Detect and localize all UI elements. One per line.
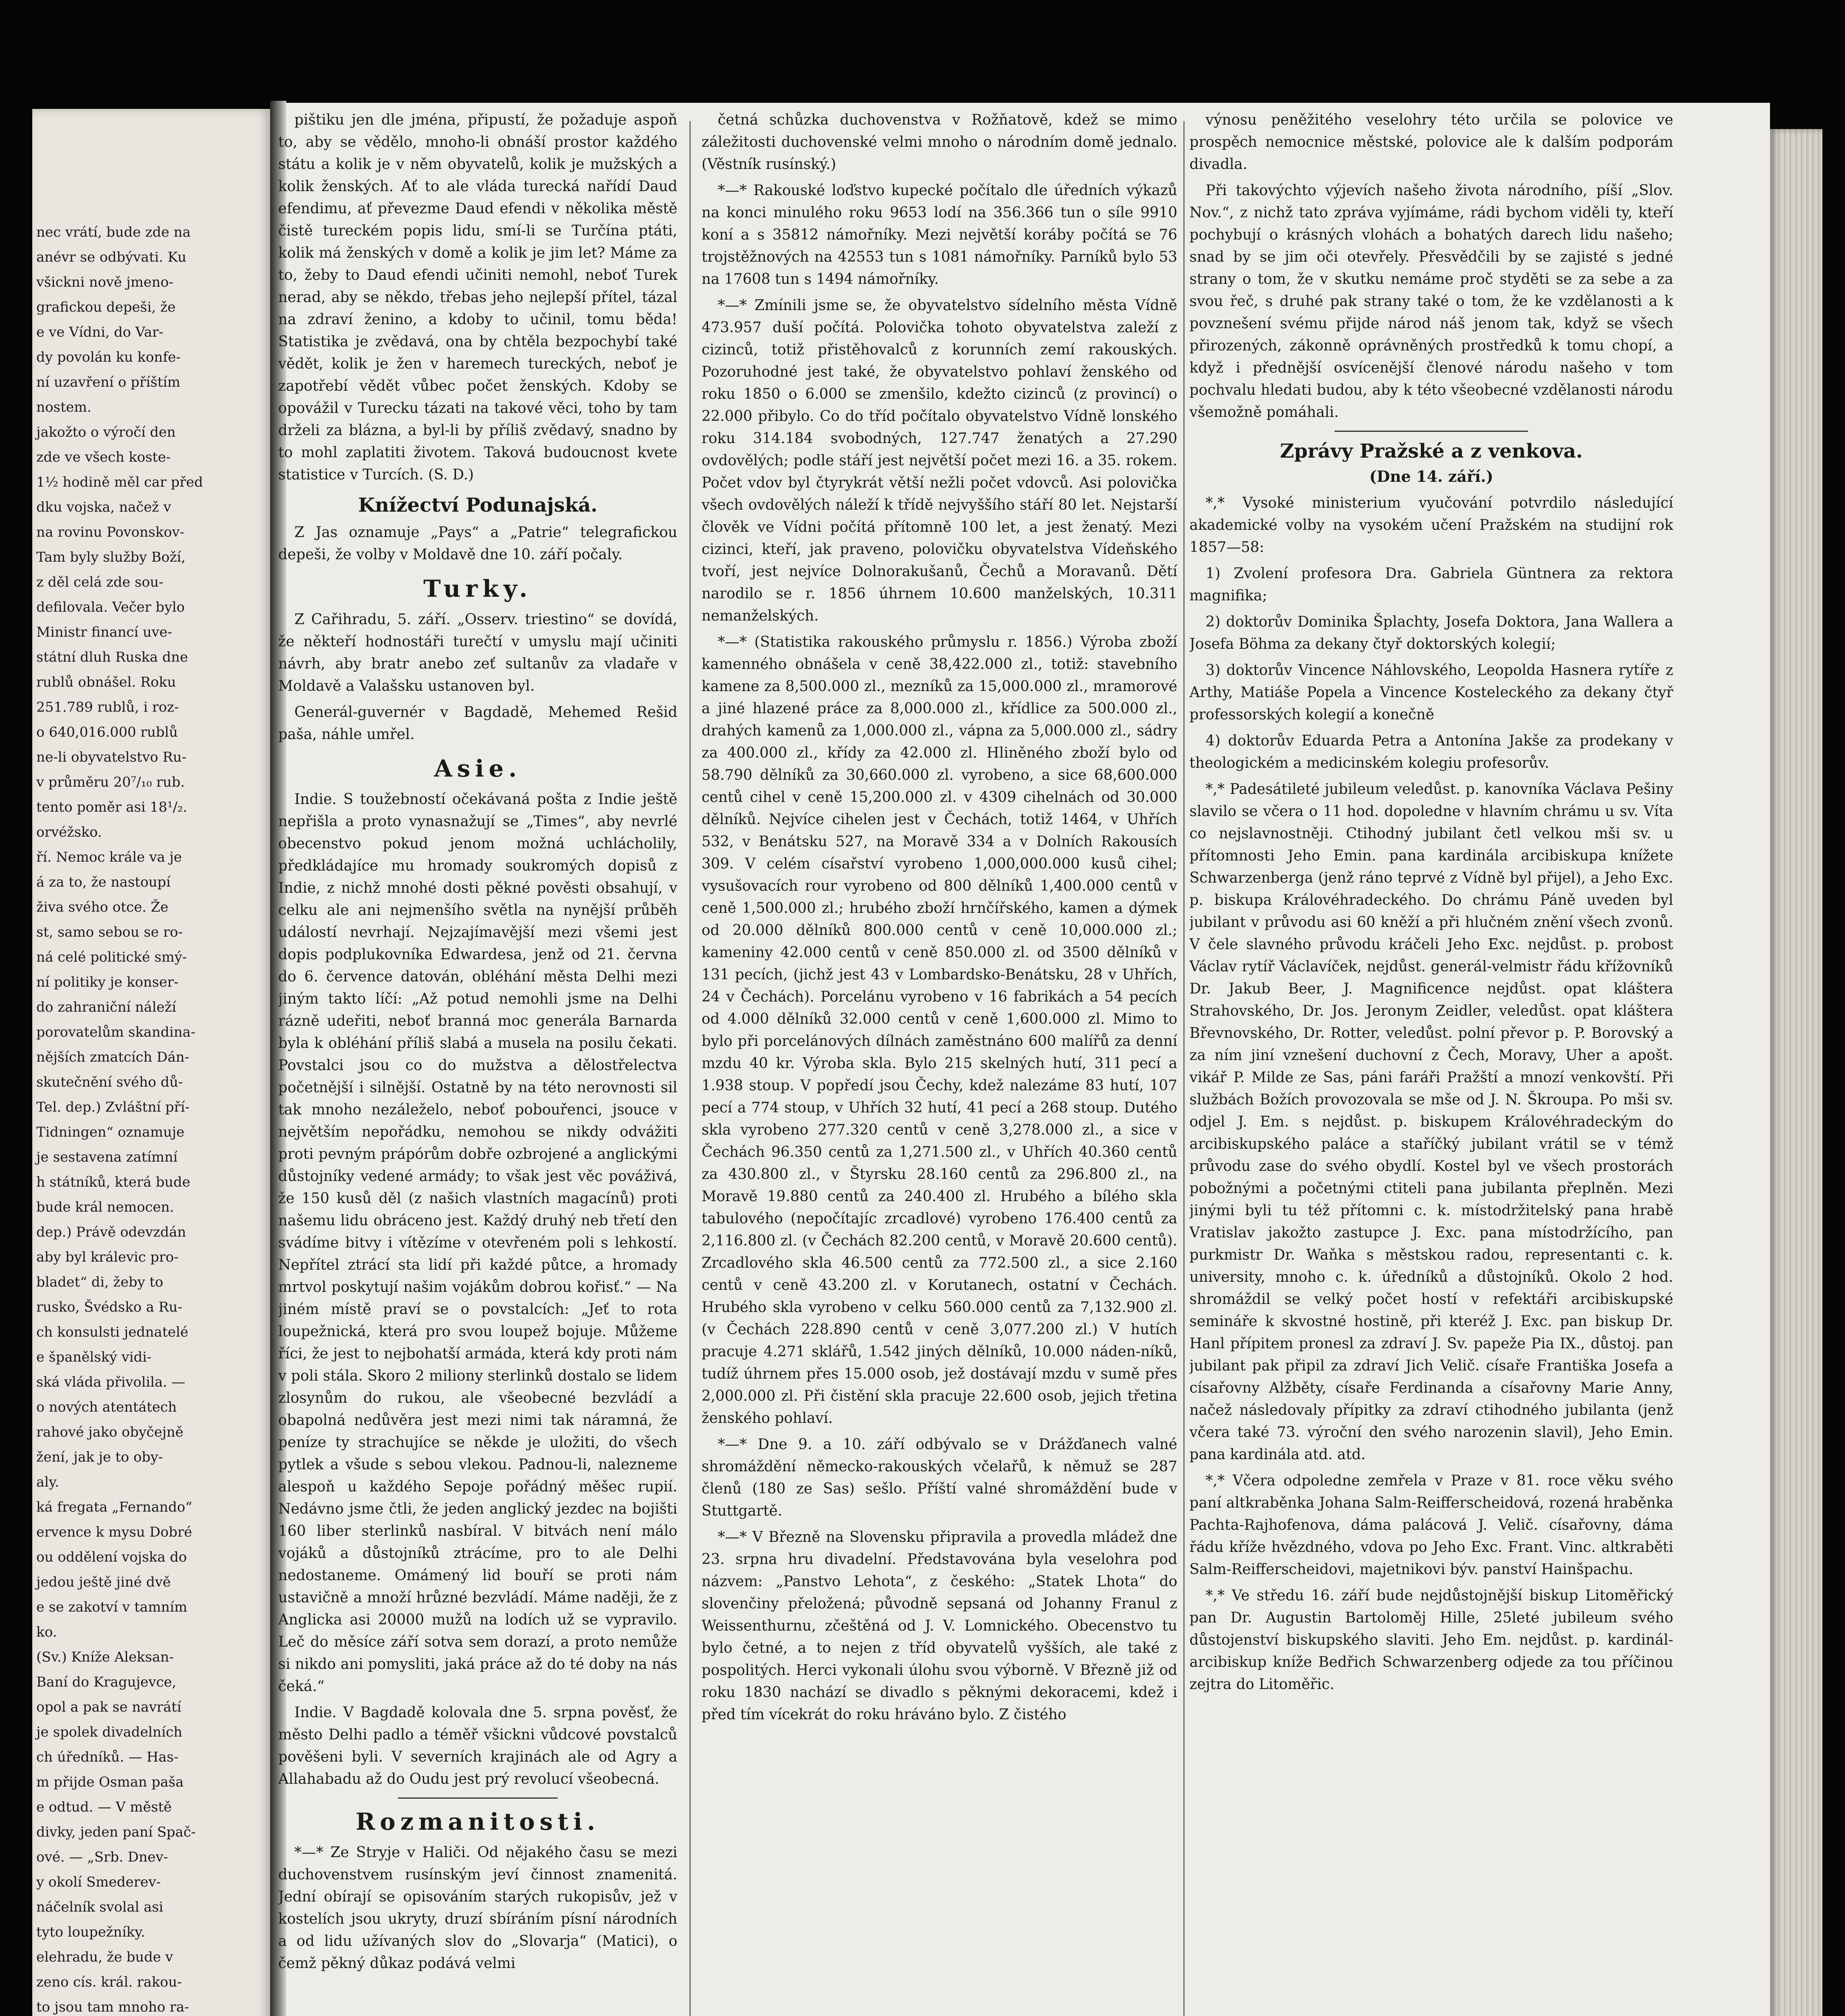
text-fragment: skutečnění svého dů- <box>36 1074 183 1090</box>
paragraph: 1) Zvolení profesora Dra. Gabriela Güntnera za rektora magnifika; <box>1189 565 1673 604</box>
text-fragment: to jsou tam mnoho ra- <box>36 1999 189 2015</box>
paragraph: *—* V Březně na Slovensku připravila a provedla mládež dne 23. srpna hru divadelní. Představována byla veselohra pod názvem: „Panstvo Lehota“, z českého: „Statek Lhota“ do slovenčiny přeložená; původně sepsaná od Johanny Franul z Weissenthurnu, zčeštěná od J. V. Lomnického. Obecenstvo tu bylo četné, a to nejen z tříd obyvatelů vyšších, ale také z pospolitých. Herci vykonali úlohu svou výborně. V Březně již od roku 1830 nachází se divadlo s pěknými dekoracemi, kdež i před tím vícekrát do roku hráváno bylo. Z čistého <box>702 1529 1177 1723</box>
section-heading: Zprávy Pražské a z venkova. <box>1280 440 1583 462</box>
paragraph: 2) doktorův Dominika Šplachty, Josefa Doktora, Jana Wallera a Josefa Böhma za dekany čtyř doktorských kolegií; <box>1189 614 1673 652</box>
text-fragment: Tam byly služby Boží, <box>36 549 186 565</box>
text-fragment: ové. — „Srb. Dnev- <box>36 1849 168 1865</box>
text-fragment: h státníků, která bude <box>36 1174 190 1190</box>
text-fragment: ří. Nemoc krále va je <box>36 849 182 865</box>
text-fragment: Baní do Kragujevce, <box>36 1674 177 1690</box>
paragraph: Z Cařihradu, 5. září. „Osserv. triestino“ se dovídá, že někteří hodnostáři turečtí v umyslu mají učiniti návrh, aby bratr anebo zeť sultanův za vladaře v Moldavě a Valašsku ustanoven byl. <box>278 611 677 694</box>
paragraph: *,* Padesátileté jubileum veledůst. p. kanovníka Václava Pešiny slavilo se včera o 11 hod. dopoledne v hlavním chrámu u sv. Víta co nejslavnostněji. Ctihodný jubilant četl velkou mši sv. u přítomnosti Jeho Emin. pana kardinála arcibiskupa knížete Schwarzenberga (jenž ráno teprvé z Vídně byl přijel), a Jeho Exc. p. biskupa Královéhradeckého. Do chrámu Páně uveden byl jubilant v průvodu asi 60 kněží a při hlučném znění všech zvonů. V čele slavného průvodu kráčeli Jeho Exc. nejdůst. p. probost Václav rytíř Václavíček, nejdůst. generál-velmistr řádu křížovníků Dr. Jakub Beer, J. Magnificence nejdůst. opat kláštera Strahovského, Dr. Jos. Jeronym Zeidler, veledůst. opat kláštera Břevnovského, Dr. Rotter, veledůst. polní převor p. P. Borovský a za ním jiní vznešení duchovní z Čech, Moravy, Uher a apošt. vikář P. Milde ze Sas, páni faráři Pražští a mnozí venkovští. Při službách Božích provozovala se mše od J. N. Škroupa. Po mši sv. odjel J. Em. s nejdůst. p. biskupem Královéhradeckým do arcibiskupského paláce a staříčký jubilant vrátil se v témž průvodu zase do svého obydlí. Kostel byl ve všech prostorách pobožnými a početnými ctiteli pana jubilanta přeplněn. Mezi jinými byli tu též přítomni c. k. místodržitelský pana hrabě Vratislav jakožto zastupce J. Exc. pana místodržícího, pan purkmistr Dr. Waňka s městskou radou, representanti c. k. university, mnoho c. k. úředníků a důstojníků. Okolo 2 hod. shromáždil se velký počet hostí v refektáři arcibiskupské semináře k skvostné hostině, při kteréž J. Exc. pan biskup Dr. Hanl přípitem pronesl za zdraví J. Sv. papeže Pia IX., důstoj. pan jubilant pak připil za zdraví Jich Velič. císaře Františka Josefa a císařovny Alžběty, císaře Ferdinanda a císařovny Marie Anny, načež následovaly přípitky za zdraví ctihodného jubilanta (jenž včera také 73. výroční den svého narozenin slavil), Jeho Emin. pana kardinála atd. atd. <box>1189 781 1673 1463</box>
paragraph: 4) doktorův Eduarda Petra a Antonína Jakše za prodekany v theologickém a medicinském kolegiu profesorův. <box>1189 733 1673 771</box>
text-fragment: o 640,016.000 rublů <box>36 724 178 740</box>
text-fragment: zde ve všech koste- <box>36 449 171 465</box>
text-fragment: y okolí Smederev- <box>36 1874 161 1890</box>
text-fragment: m přijde Osman paša <box>36 1774 184 1790</box>
text-fragment: 1½ hodině měl car před <box>36 474 203 490</box>
text-fragment: rusko, Švédsko a Ru- <box>36 1299 183 1315</box>
text-fragment: Tel. dep.) Zvláštní pří- <box>36 1099 190 1115</box>
text-fragment: ní politiky je konser- <box>36 974 179 990</box>
text-fragment: 251.789 rublů, i roz- <box>36 699 179 715</box>
text-fragment: ou oddělení vojska do <box>36 1549 187 1565</box>
paragraph: Indie. V Bagdadě kolovala dne 5. srpna pověsť, že město Delhi padlo a téměř všickni vůdcové povstalců pověšeni byli. V severních krajinách ale od Agry a Allahabadu až do Oudu jest prý revolucí všeobecná. <box>278 1704 677 1787</box>
text-fragment: všickni nově jmeno- <box>36 274 174 290</box>
text-fragment: ko. <box>36 1624 57 1640</box>
column-2 <box>702 109 1177 2016</box>
paragraph: Indie. S toužebností očekávaná pošta z Indie ještě nepřišla a proto vynasnažují se „Times“, aby nevrlé obecenstvo pokud jenom možná uchlácholily, předkládajíce mu hromady soukromých dopisů z Indie, z nichž mnohé dosti pěkné pověsti obsahují, v celku ale ani nejmenšího světla na nynější průběh událostí nevrhají. Nejzajímavější mezi všemi jest dopis podplukovníka Edwardesa, jenž od 21. června do 6. července datován, obléhání města Delhi mezi jiným takto líčí: „Až potud nemohli jsme na Delhi rázně udeřiti, neboť branná moc generála Barnarda byla k obléhání příliš slabá a musela na posilu čekati. Povstalci jsou co do mužstva a dělostřelectva početnější i silnější. Ostatně by na této nerovnosti sil tak mnoho nezáleželo, neboť pobouřenci, jsouce v největším nepořádku, nemohou se nikdy odvážiti proti pevným prápórům dobře ozbrojené a anglickými důstojníky vedené armády; to však jest věc pováživá, že 150 kusů děl (z našich vlastních magacínů) proti našemu lidu obráceno jest. Každý druhý neb třetí den svádíme bitvy i vítězíme v otevřeném poli s lehkostí. Nepřítel ztrácí sta lidí při každé půtce, a hromady mrtvol poskytují našim vojákům dobrou kořisť.“ — Na jiném místě praví se o povstalcích: „Jeť to rota loupežnická, která pro svou loupež bojuje. Můžeme říci, že jest to nejbohatší armáda, která kdy proti nám v poli stála. Skoro 2 miliony sterlinků dostalo se lidem zlosynům do rukou, ale všeobecné bezvládí a obapolná nedůvěra jest mezi nimi tak náramná, že peníze ty strachujíce se někde je uložiti, do všech pytlek a všude s sebou vlekou. Padnou-li, nalezneme alespoň u každého Sepoje pořádný měšec rupií. Nedávno jsme čtli, že jeden anglický jezdec na bojišti 160 liber sterlinků nasbíral. V bitvách není málo vojáků a důstojníků ztrácíme, pro to ale Delhi nedostaneme. Omámený lid bouří se proti nám ustavičně a množí hrůzné bezvládí. Máme naději, že z Anglicka asi 20000 mužů na lodích už se vypravilo. Leč do měsíce září sotva sem dorazí, a proto nemůže si nikdo ani pomysliti, jaká práce až do té doby na nás čeká.“ <box>278 791 677 1695</box>
text-fragment: na rovinu Povonskov- <box>36 524 185 540</box>
text-fragment: z děl celá zde sou- <box>36 574 164 590</box>
paragraph: *,* Včera odpoledne zemřela v Praze v 81. roce věku svého paní altkraběnka Johana Salm-Reifferscheidová, rozená hraběnka Pachta-Rajhofenova, dáma palácová J. Velič. císařovny, dáma řádu kříže hvězdného, vdova po Jeho Exc. Frant. Vinc. altkraběti Salm-Reifferscheidovi, majetnikovi býv. panství Hainšpachu. <box>1189 1472 1673 1578</box>
text-fragment: ch konsulsti jednatelé <box>36 1324 189 1340</box>
paragraph: Při takovýchto výjevích našeho života národního, píší „Slov. Nov.“, z nichž tato zpráva vyjímáme, rádi bychom viděli ty, kteří pochybují o krásných vlohách a bohatých darech lidu našeho; snad by se jim oči otevřely. Přesvědčili by se zajisté s jedné strany o tom, že v skutku nemáme proč styděti se za sebe a za svou řeč, s druhé pak strany také o tom, že ke vzdělanosti a k povznešení svému přijde národ náš jenom tak, když se všech přirozených, zákonně oprávněných prostředků k tomu chopí, a když i přednější osvícenější členové národu našeho v tom pochvalu hledati budou, aby k této všeobecné vzdělanosti národu všemožně pomáhali. <box>1189 182 1673 421</box>
text-fragment: e se zakotví v tamním <box>36 1599 187 1615</box>
divider <box>398 1797 558 1799</box>
left-page-text <box>36 222 262 2016</box>
text-fragment: á za to, že nastoupí <box>36 874 171 890</box>
left-page <box>32 109 270 2016</box>
paragraph: *,* Ve středu 16. září bude nejdůstojnější biskup Litoměřický pan Dr. Augustin Bartoloměj Hille, 25leté jubileum svého důstojenství biskupského slaviti. Jeho Em. nejdůst. p. kardinál-arcibiskup kníže Bedřich Schwarzenberg odjede za tou příčinou zejtra do Litoměřic. <box>1189 1587 1673 1693</box>
text-fragment: dku vojska, načež v <box>36 499 171 515</box>
text-fragment: (Sv.) Kníže Aleksan- <box>36 1649 174 1665</box>
text-fragment: nostem. <box>36 399 92 415</box>
text-fragment: rahové jako obyčejně <box>36 1424 183 1440</box>
paragraph: četná schůzka duchovenstva v Rožňatově, kdež se mimo záležitosti duchovenské velmi mnoho o národním domě jednalo. (Věstník rusínský.) <box>702 112 1177 173</box>
text-fragment: e odtud. — V městě <box>36 1799 172 1815</box>
text-fragment: náčelník svolal asi <box>36 1899 163 1915</box>
column-rule <box>1183 121 1185 2016</box>
text-fragment: jakožto o výročí den <box>36 424 176 440</box>
text-fragment: ná celé politické smý- <box>36 949 187 965</box>
divider <box>1335 431 1528 432</box>
text-fragment: žení, jak je to oby- <box>36 1449 163 1465</box>
text-fragment: bladet“ di, žeby to <box>36 1274 163 1290</box>
paragraph: pištiku jen dle jména, připustí, že požaduje aspoň to, aby se vědělo, mnoho-li obnáší prostor každého státu a kolik je v něm obyvatelů, kolik je mužských a kolik ženských. Ať to ale vláda turecká nařídí Daud efendimu, ať převezme Daud efendi v několika městě čistě tureckém popis lidu, smí-li se Turčína ptáti, kolik má ženských v domě a kolik je jim let? Máme za to, žeby to Daud efendi učiniti nemohl, neboť Turek nerad, aby se někdo, třebas jeho nejlepší přítel, tázal na zdraví ženino, a kdoby to učinil, tomu běda! Statistika je zvědavá, ona by chtěla bezpochybí také vědět, kolik je žen v haremech tureckých, neboť je zapotřebí vědět vůbec počet ženských. Kdoby se opovážil v Turecku tázati na takové věci, toho by tam drželi za blázna, a byl-li by příliš zvědavý, snadno by to mohl zaplatiti životem. Taková budoucnost kvete statistice v Turcích. (S. D.) <box>278 112 677 483</box>
section-heading: Rozmanitosti. <box>355 1808 600 1835</box>
paragraph: 3) doktorův Vincence Náhlovského, Leopolda Hasnera rytíře z Arthy, Matiáše Popela a Vincence Kosteleckého za dekany čtyř professorských kolegií a konečně <box>1189 662 1673 723</box>
column-rule <box>689 121 691 2016</box>
paragraph: Z Jas oznamuje „Pays“ a „Patrie“ telegrafickou depeši, že volby v Moldavě dne 10. září počaly. <box>278 524 677 563</box>
section-heading: Knížectví Podunajská. <box>358 494 598 516</box>
text-fragment: tento poměr asi 18¹/₂. <box>36 799 187 815</box>
text-fragment: rublů obnášel. Roku <box>36 674 176 690</box>
text-fragment: nějších zmatcích Dán- <box>36 1049 189 1065</box>
text-fragment: e ve Vídni, do Var- <box>36 324 164 340</box>
text-fragment: grafickou depeši, že <box>36 299 176 315</box>
text-fragment: orvéžsko. <box>36 824 102 840</box>
text-fragment: nec vrátí, bude zde na <box>36 224 191 240</box>
column-1 <box>278 109 677 2016</box>
text-fragment: opol a pak se navrátí <box>36 1699 181 1715</box>
text-fragment: státní dluh Ruska dne <box>36 649 188 665</box>
text-fragment: bude král nemocen. <box>36 1199 174 1215</box>
text-fragment: Tidningen“ oznamuje <box>36 1124 185 1140</box>
text-fragment: ch úředníků. — Has- <box>36 1749 179 1765</box>
text-fragment: tyto loupežníky. <box>36 1924 145 1940</box>
paragraph: výnosu peněžitého veselohry této určila se polovice ve prospěch nemocnice městské, polovice ale k dalším podporám divadla. <box>1189 112 1673 173</box>
text-fragment: je sestavena zatímní <box>36 1149 178 1165</box>
section-heading: Asie. <box>434 755 522 782</box>
text-fragment: do zahraniční náleží <box>36 999 176 1015</box>
paragraph: *—* Zmínili jsme se, že obyvatelstvo sídelního města Vídně 473.957 duší počítá. Polovička tohoto obyvatelstva zaleží z cizinců, totiž přistěhovalců z korunních zemí rakouských. Pozoruhodné jest také, že obyvatelstvo pohlaví ženského od roku 1850 o 6.000 se zmenšilo, kdežto cizinců (z provincí) o 22.000 přibylo. Co do tříd počítalo obyvatelstvo Vídně lonského roku 314.184 svobodných, 127.747 ženatých a 27.290 ovdovělých; podle stáří jest největší počet mezi 16. a 35. rokem. Počet vdov byl čtyrykrát větší nežli počet vdovců. Asi polovička všech ovdovělých náleží k třídě nejvyššího stáří 80 let. Nejstarší člověk ve Vídni počítá přítomně 100 let, a jest ženatý. Mezi cizinci, kteří, jak praveno, polovičku obyvatelstva Vídeňského tvoří, jest nejvíce Dolnorakušanů, Čechů a Moravanů. Dětí narodilo se r. 1856 úhrnem 10.600 manželských, 10.311 nemanželských. <box>702 297 1177 624</box>
paragraph: *—* Rakouské loďstvo kupecké počítalo dle úředních výkazů na konci minulého roku 9653 lodí na 356.366 tun o síle 9910 koní a s 35812 námořníky. Mezi největší koráby počítá se 76 trojstěžnových na 42553 tun s 1081 námořníky. Parníků bylo 53 na 17608 tun s 1494 námořníky. <box>702 182 1177 287</box>
date-line: (Dne 14. září.) <box>1369 467 1493 485</box>
text-fragment: je spolek divadelních <box>36 1724 183 1740</box>
text-fragment: o nových atentátech <box>36 1399 177 1415</box>
paragraph: *—* Dne 9. a 10. září odbývalo se v Drážďanech valné shromáždění německo-rakouských včelařů, k němuž se 287 členů (180 ze Sas) sešlo. Příští valné shromáždění bude v Stuttgartě. <box>702 1436 1177 1519</box>
paragraph: *—* (Statistika rakouského průmyslu r. 1856.) Výroba zboží kamenného obnášela v ceně 38,422.000 zl., totiž: stavebního kamene za 8,500.000 zl., mezníků za 15,000.000 zl., mramorové a jiné hlazené práce za 8,000.000 zl., křídlice za 500.000 zl., drahých kamenů za 1,000.000 zl., vápna za 5,000.000 zl., sádry za 400.000 zl., křídy za 42.000 zl. Hliněného zboží bylo od 58.790 dělníků za 30,660.000 zl. vyrobeno, a sice 68,600.000 centů cihel v ceně 15,200.000 zl. v 4309 cihelnách od 30.000 dělníků. Nejvíce cihelen jest v Čechách, totiž 1464, v Uhřích 532, v Benátsku 527, na Moravě 334 a v Dolních Rakousích 309. V celém císařství vyrobeno 1,000,000.000 kusů cihel; vysušovacích rour vyrobeno od 800 dělníků 1,400.000 centů v ceně 1,500.000 zl.; hrubého zboží hrnčířského, kamen a dýmek od 20.000 dělníků 800.000 centů v ceně 10,000.000 zl.; kameniny 42.000 centů v ceně 850.000 zl. od 3500 dělníků v 131 pecích, (jichž jest 43 v Lombardsko-Benátsku, 28 v Uhřích, 24 v Čechách). Porcelánu vyrobeno v 16 fabrikách a 54 pecích od 4.000 dělníků 32.000 centů v ceně 1,600.000 zl. Mimo to bylo při porcelánových dílnách zaměstnáno 600 malířů za denní mzdu 40 kr. Výroba skla. Bylo 215 skelných hutí, 311 pecí a 1.938 stoup. V popředí jsou Čechy, kdež nalezáme 83 hutí, 107 pecí a 774 stoup, v Uhřích 32 hutí, 41 pecí a 268 stoup. Dutého skla vyrobeno 277.320 centů v ceně 3,278.000 zl., a sice v Čechách 96.350 centů za 1,271.500 zl., v Uhřích 40.360 centů za 430.800 zl., v Štyrsku 28.160 centů za 296.800 zl., na Moravě 19.880 centů za 240.400 zl. Hrubého a bílého skla tabulového (nepočítajíc zrcadlové) vyrobeno 176.400 centů za 2,116.800 zl. (v Čechách 82.200 centů, v Moravě 20.600 centů). Zrcadlového skla 46.500 centů za 772.500 zl., a sice 2.160 centů v ceně 43.200 zl. v Korutanech, ostatní v Čechách. Hrubého skla vyrobeno v celku 560.000 centů za 7,132.900 zl. (v Čechách 228.890 centů v ceně 3,077.200 zl.) V hutích pracuje 4.271 sklářů, 1.542 jiných dělníků, 10.000 náden-níků, tudíž úhrnem přes 15.000 osob, jež dostávají mzdu v sumě přes 2,000.000 zl. Při čistění skla pracuje 22.600 osob, jejich třetina ženského pohlaví. <box>702 634 1177 1427</box>
text-fragment: v průměru 20⁷/₁₀ rub. <box>36 774 185 790</box>
text-fragment: st, samo sebou se ro- <box>36 924 183 940</box>
text-fragment: elehradu, že bude v <box>36 1949 173 1965</box>
text-fragment: divky, jeden paní Spač- <box>36 1824 196 1840</box>
section-heading: Turky. <box>423 575 532 602</box>
text-fragment: e španělský vidi- <box>36 1349 152 1365</box>
paragraph: Generál-guvernér v Bagdadě, Mehemed Rešid paša, náhle umřel. <box>278 704 677 743</box>
text-fragment: Ministr financí uve- <box>36 624 172 640</box>
text-fragment: živa svého otce. Že <box>36 899 169 915</box>
text-fragment: dep.) Právě odevzdán <box>36 1224 186 1240</box>
text-fragment: porovatelům skandina- <box>36 1024 196 1040</box>
text-fragment: jedou ještě jiné dvě <box>36 1574 171 1590</box>
text-fragment: aly. <box>36 1474 59 1490</box>
text-fragment: ervence k mysu Dobré <box>36 1524 192 1540</box>
text-fragment: defilovala. Večer bylo <box>36 599 185 615</box>
paragraph: *—* Ze Stryje v Haliči. Od nějakého času se mezi duchovenstvem rusínským jeví činnost znamenitá. Jední obírají se opisováním starých rukopisův, jež v kostelích jsou ukryty, druzí sbíráním písní národních a od lidu užívaných slov do „Slovarja“ (Matici), o čemž pěkný důkaz podává velmi <box>278 1844 677 1972</box>
text-fragment: zeno cís. král. rakou- <box>36 1974 182 1990</box>
text-fragment: aby byl králevic pro- <box>36 1249 179 1265</box>
text-fragment: ní uzavření o příštím <box>36 374 181 390</box>
text-fragment: dy povolán ku konfe- <box>36 349 181 365</box>
column-3 <box>1189 109 1673 2016</box>
text-fragment: ská vláda přivolila. — <box>36 1374 185 1390</box>
paragraph: *,* Vysoké ministerium vyučování potvrdilo následující akademické volby na vysokém učení Pražském na studijní rok 1857—58: <box>1189 495 1673 556</box>
text-fragment: ká fregata „Fernando“ <box>36 1499 192 1515</box>
page-edges <box>1770 129 1822 2016</box>
text-fragment: anévr se odbývati. Ku <box>36 249 187 265</box>
text-fragment: ne-li obyvatelstvo Ru- <box>36 749 187 765</box>
